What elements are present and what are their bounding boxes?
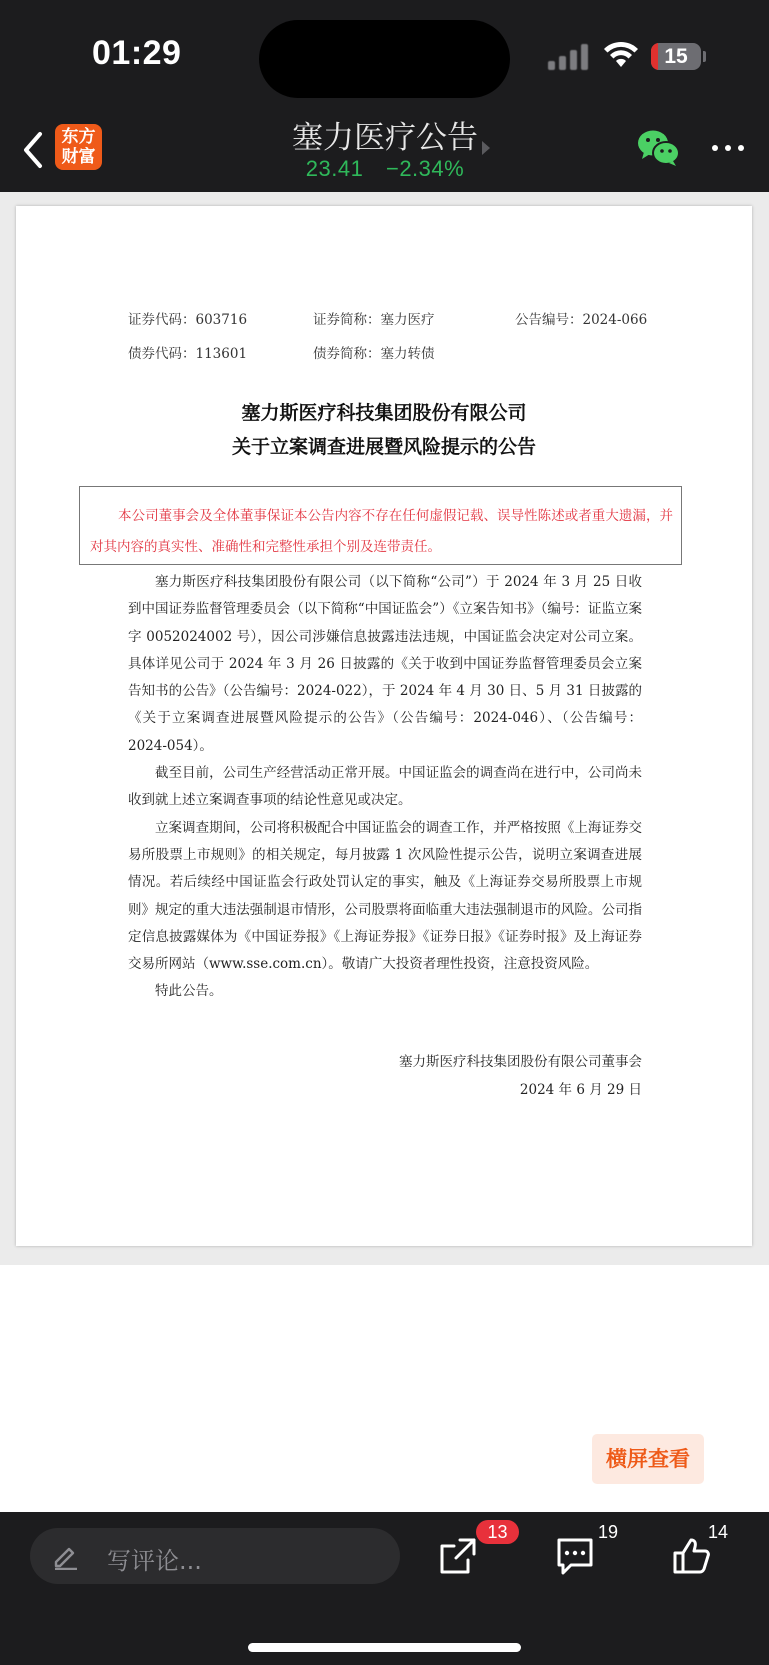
share-badge: 13: [476, 1520, 519, 1544]
battery-tip: [703, 51, 706, 62]
signature: 塞力斯医疗科技集团股份有限公司董事会: [399, 1054, 642, 1070]
nav-bar: [0, 108, 769, 192]
logo-line1: 东方: [61, 127, 96, 147]
comment-icon: [555, 1536, 595, 1576]
back-chevron-icon[interactable]: [16, 128, 50, 172]
bond-abbr: 债券简称：塞力转债: [313, 346, 435, 362]
thumbs-up-icon: [672, 1536, 712, 1576]
logo-line2: 财富: [61, 147, 96, 167]
stock-abbr: 证券简称：塞力医疗: [313, 312, 435, 328]
battery-level: 15: [664, 45, 688, 68]
dynamic-island: [259, 20, 510, 98]
landscape-view-button[interactable]: 横屏查看: [592, 1434, 704, 1484]
page-title[interactable]: 塞力医疗公告: [292, 120, 478, 156]
stock-quote: [200, 156, 570, 182]
stock-change: −2.34%: [385, 156, 465, 181]
body-paragraph: 立案调查期间，公司将积极配合中国证监会的调查工作，并严格按照《上海证券交易所股票上市规则》的相关规定，每月披露 1 次风险性提示公告，说明立案调查进展情况。若后续经中国证监会行政处罚认定的事实，触及《上海证券交易所股票上市规则》规定的重大违法强制退市情形，公司股票将面临重大违法强制退市的风险。公司指定信息披露媒体为《中国证券报》《上海证券报》《证券日报》《证券时报》及上海证券交易所网站（www.sse.com.cn）。敬请广大投资者理性投资，注意投资风险。: [128, 819, 642, 973]
bottom-action-bar: [0, 1512, 769, 1665]
announcement-date: 2024 年 6 月 29 日: [519, 1082, 642, 1098]
pen-icon: [52, 1542, 80, 1570]
doc-title-line1: 塞力斯医疗科技集团股份有限公司: [241, 402, 527, 424]
content-area: [0, 192, 769, 1512]
announcement-no: 公告编号：2024-066: [515, 312, 648, 328]
body-paragraph: 特此公告。: [155, 983, 223, 1000]
stock-code: 证券代码：603716: [128, 312, 248, 328]
home-indicator[interactable]: [248, 1643, 521, 1652]
doc-title-line2: 关于立案调查进展暨风险提示的公告: [231, 436, 536, 458]
like-count: 14: [708, 1522, 729, 1542]
battery-icon: [651, 43, 701, 70]
comment-input[interactable]: [30, 1528, 400, 1584]
share-icon: [438, 1536, 478, 1576]
status-bar: [0, 0, 769, 108]
comments-button[interactable]: [545, 1528, 605, 1584]
bond-code: 债券代码：113601: [128, 346, 248, 362]
announcement-body: [128, 569, 642, 1006]
cellular-signal-icon: [548, 42, 590, 70]
title-arrow-icon[interactable]: [482, 141, 490, 155]
document-viewer[interactable]: [0, 192, 769, 1265]
body-paragraph: 塞力斯医疗科技集团股份有限公司（以下简称“公司”）于 2024 年 3 月 25 日收到中国证券监督管理委员会（以下简称“中国证监会”）《立案告知书》（编号：证监立案字 0052024002 号），因公司涉嫌信息披露违法违规，中国证监会决定对公司立案。具体详见公司于 2024 年 3 月 26 日披露的《关于收到中国证券监督管理委员会立案告知书的公告》（公告编号：2024-022），于 2024 年 4 月 30 日、5 月 31 日披露的《关于立案调查进展暨风险提示的公告》（公告编号：2024-046）、（公告编号：2024-054）。: [128, 574, 642, 754]
eastmoney-logo[interactable]: [55, 124, 102, 170]
comment-count: 19: [598, 1522, 619, 1542]
announcement-page: [16, 206, 752, 1246]
stock-price: 23.41: [305, 156, 364, 181]
board-guarantee-notice: 本公司董事会及全体董事保证本公告内容不存在任何虚假记载、误导性陈述或者重大遗漏，并对其内容的真实性、准确性和完整性承担个别及连带责任。: [79, 486, 682, 565]
comment-placeholder: 写评论...: [107, 1547, 202, 1575]
status-time: 01:29: [92, 34, 182, 72]
wechat-share-icon[interactable]: [637, 128, 681, 168]
wifi-icon: [603, 40, 639, 70]
more-options-icon[interactable]: [710, 136, 746, 160]
body-paragraph: 截至目前，公司生产经营活动正常开展。中国证监会的调查尚在进行中，公司尚未收到就上述立案调查事项的结论性意见或决定。: [128, 765, 642, 809]
